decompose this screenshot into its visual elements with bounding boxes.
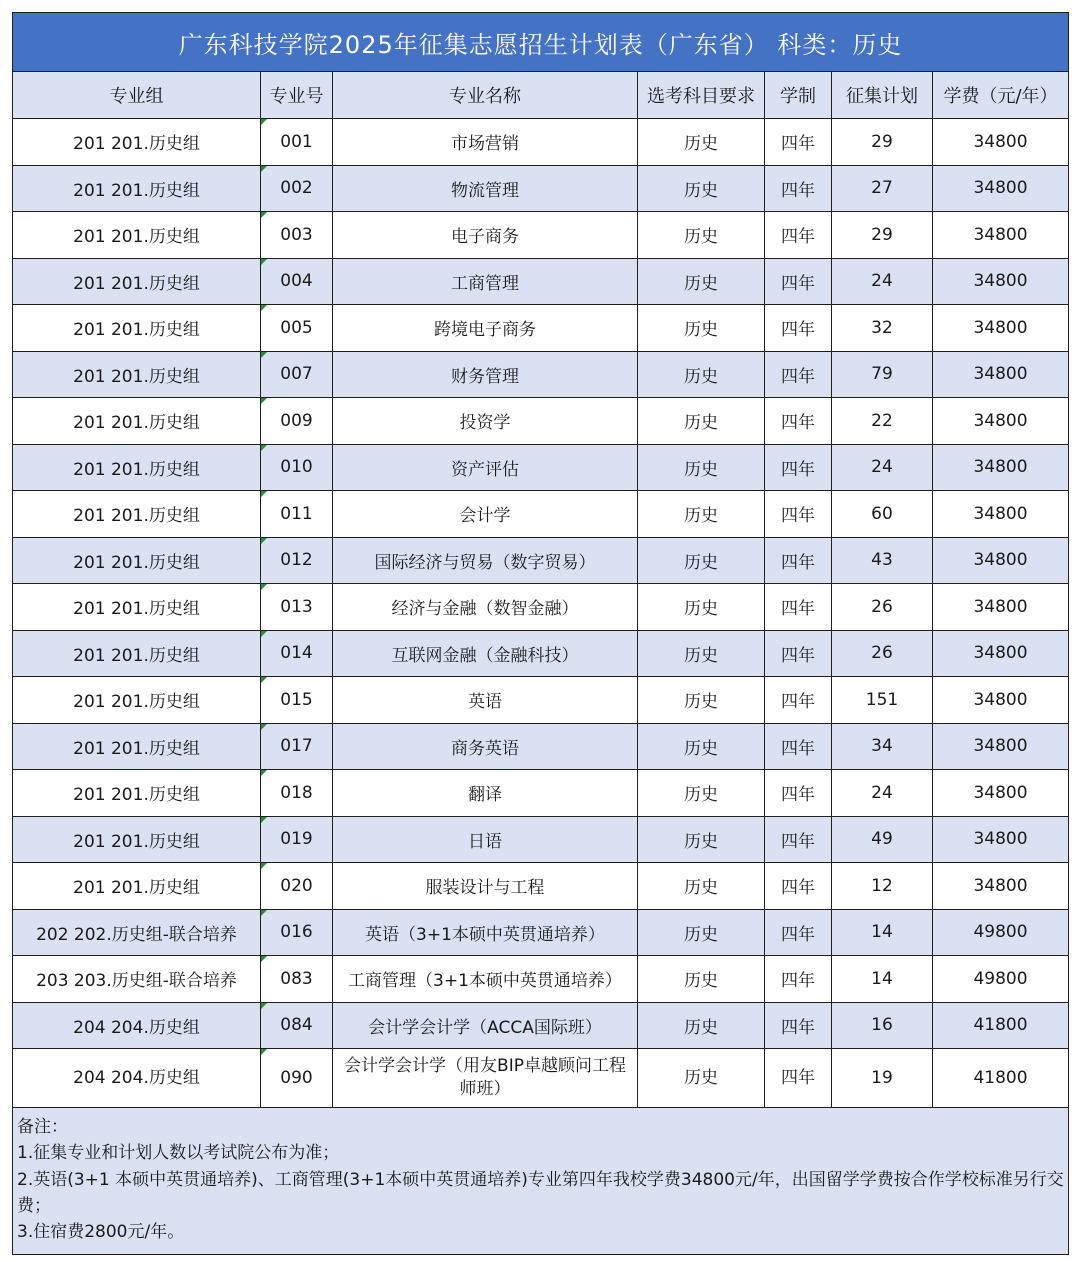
- table-row: [13, 491, 1069, 538]
- cell-major: 日语: [333, 816, 638, 863]
- cell-fee: 34800: [933, 119, 1069, 166]
- cell-group: 202 202.历史组-联合培养: [13, 909, 261, 956]
- cell-code: 013: [261, 584, 333, 631]
- cell-fee: 34800: [933, 491, 1069, 538]
- cell-years: 四年: [765, 723, 832, 770]
- cell-years: 四年: [765, 491, 832, 538]
- table-row: [13, 351, 1069, 398]
- cell-major: 资产评估: [333, 444, 638, 491]
- cell-subject: 历史: [638, 491, 765, 538]
- cell-major: 经济与金融（数智金融）: [333, 584, 638, 631]
- cell-code: 015: [261, 677, 333, 724]
- cell-fee: 34800: [933, 723, 1069, 770]
- cell-subject: 历史: [638, 770, 765, 817]
- cell-code: 004: [261, 258, 333, 305]
- cell-code: 019: [261, 816, 333, 863]
- table-row: [13, 537, 1069, 584]
- cell-plan: 19: [832, 1049, 933, 1108]
- cell-plan: 22: [832, 398, 933, 445]
- cell-group: 203 203.历史组-联合培养: [13, 956, 261, 1003]
- col-header-major: 专业名称: [333, 72, 638, 119]
- table-row: [13, 258, 1069, 305]
- cell-group: 201 201.历史组: [13, 630, 261, 677]
- cell-years: 四年: [765, 584, 832, 631]
- cell-group: 201 201.历史组: [13, 398, 261, 445]
- cell-group: 201 201.历史组: [13, 258, 261, 305]
- cell-fee: 34800: [933, 351, 1069, 398]
- cell-group: 201 201.历史组: [13, 537, 261, 584]
- cell-major: 会计学会计学（用友BIP卓越顾问工程师班）: [333, 1049, 638, 1108]
- cell-group: 201 201.历史组: [13, 305, 261, 352]
- table-row: [13, 909, 1069, 956]
- cell-subject: 历史: [638, 398, 765, 445]
- cell-major: 商务英语: [333, 723, 638, 770]
- cell-major: 财务管理: [333, 351, 638, 398]
- col-header-subject: 选考科目要求: [638, 72, 765, 119]
- cell-fee: 34800: [933, 212, 1069, 259]
- cell-major: 市场营销: [333, 119, 638, 166]
- cell-major: 互联网金融（金融科技）: [333, 630, 638, 677]
- table-row: [13, 305, 1069, 352]
- cell-plan: 79: [832, 351, 933, 398]
- table-row: [13, 398, 1069, 445]
- cell-code: 083: [261, 956, 333, 1003]
- cell-years: 四年: [765, 165, 832, 212]
- cell-subject: 历史: [638, 212, 765, 259]
- cell-fee: 34800: [933, 305, 1069, 352]
- cell-fee: 34800: [933, 398, 1069, 445]
- cell-subject: 历史: [638, 630, 765, 677]
- cell-years: 四年: [765, 212, 832, 259]
- table-row: [13, 816, 1069, 863]
- cell-subject: 历史: [638, 723, 765, 770]
- cell-years: 四年: [765, 537, 832, 584]
- cell-fee: 34800: [933, 770, 1069, 817]
- cell-group: 204 204.历史组: [13, 1002, 261, 1049]
- cell-plan: 24: [832, 770, 933, 817]
- table-row: [13, 677, 1069, 724]
- table-row: [13, 1049, 1069, 1108]
- cell-subject: 历史: [638, 119, 765, 166]
- cell-years: 四年: [765, 1002, 832, 1049]
- cell-plan: 14: [832, 956, 933, 1003]
- cell-plan: 26: [832, 584, 933, 631]
- cell-subject: 历史: [638, 305, 765, 352]
- table-title: 广东科技学院2025年征集志愿招生计划表（广东省） 科类：历史: [13, 13, 1069, 72]
- cell-group: 201 201.历史组: [13, 584, 261, 631]
- cell-years: 四年: [765, 816, 832, 863]
- cell-fee: 49800: [933, 956, 1069, 1003]
- cell-years: 四年: [765, 863, 832, 910]
- cell-major: 英语（3+1本硕中英贯通培养）: [333, 909, 638, 956]
- col-header-years: 学制: [765, 72, 832, 119]
- table-row: [13, 1002, 1069, 1049]
- cell-code: 016: [261, 909, 333, 956]
- cell-code: 002: [261, 165, 333, 212]
- cell-code: 018: [261, 770, 333, 817]
- cell-years: 四年: [765, 956, 832, 1003]
- table-row: [13, 956, 1069, 1003]
- cell-code: 003: [261, 212, 333, 259]
- cell-plan: 29: [832, 119, 933, 166]
- cell-plan: 27: [832, 165, 933, 212]
- cell-major: 工商管理（3+1本硕中英贯通培养）: [333, 956, 638, 1003]
- cell-code: 001: [261, 119, 333, 166]
- cell-code: 017: [261, 723, 333, 770]
- cell-code: 012: [261, 537, 333, 584]
- cell-group: 201 201.历史组: [13, 351, 261, 398]
- cell-years: 四年: [765, 351, 832, 398]
- cell-code: 005: [261, 305, 333, 352]
- cell-fee: 34800: [933, 816, 1069, 863]
- cell-years: 四年: [765, 1049, 832, 1108]
- cell-subject: 历史: [638, 863, 765, 910]
- cell-group: 204 204.历史组: [13, 1049, 261, 1108]
- table-row: [13, 770, 1069, 817]
- cell-group: 201 201.历史组: [13, 491, 261, 538]
- cell-major: 电子商务: [333, 212, 638, 259]
- cell-fee: 34800: [933, 537, 1069, 584]
- cell-major: 国际经济与贸易（数字贸易）: [333, 537, 638, 584]
- cell-plan: 60: [832, 491, 933, 538]
- cell-years: 四年: [765, 909, 832, 956]
- cell-fee: 41800: [933, 1049, 1069, 1108]
- cell-subject: 历史: [638, 1002, 765, 1049]
- cell-subject: 历史: [638, 165, 765, 212]
- col-header-fee: 学费（元/年）: [933, 72, 1069, 119]
- cell-code: 010: [261, 444, 333, 491]
- cell-subject: 历史: [638, 1049, 765, 1108]
- cell-plan: 151: [832, 677, 933, 724]
- enrollment-plan-table: [12, 12, 1069, 1255]
- cell-plan: 34: [832, 723, 933, 770]
- cell-plan: 32: [832, 305, 933, 352]
- cell-major: 会计学: [333, 491, 638, 538]
- cell-fee: 34800: [933, 165, 1069, 212]
- enrollment-plan-sheet: [12, 12, 1068, 1255]
- cell-plan: 24: [832, 258, 933, 305]
- note-item: 3.住宿费2800元/年。: [17, 1222, 185, 1243]
- table-row: [13, 723, 1069, 770]
- cell-subject: 历史: [638, 677, 765, 724]
- cell-plan: 24: [832, 444, 933, 491]
- cell-code: 090: [261, 1049, 333, 1108]
- table-row: [13, 212, 1069, 259]
- cell-plan: 14: [832, 909, 933, 956]
- cell-fee: 34800: [933, 630, 1069, 677]
- note-item: 1.征集专业和计划人数以考试院公布为准；: [17, 1143, 340, 1164]
- cell-subject: 历史: [638, 584, 765, 631]
- cell-group: 201 201.历史组: [13, 165, 261, 212]
- cell-code: 007: [261, 351, 333, 398]
- cell-years: 四年: [765, 770, 832, 817]
- cell-major: 翻译: [333, 770, 638, 817]
- table-row: [13, 119, 1069, 166]
- cell-major: 跨境电子商务: [333, 305, 638, 352]
- cell-subject: 历史: [638, 444, 765, 491]
- cell-fee: 34800: [933, 444, 1069, 491]
- cell-subject: 历史: [638, 537, 765, 584]
- cell-group: 201 201.历史组: [13, 770, 261, 817]
- col-header-group: 专业组: [13, 72, 261, 119]
- cell-major: 服装设计与工程: [333, 863, 638, 910]
- cell-major: 会计学会计学（ACCA国际班）: [333, 1002, 638, 1049]
- table-row: [13, 165, 1069, 212]
- col-header-plan: 征集计划: [832, 72, 933, 119]
- cell-major: 物流管理: [333, 165, 638, 212]
- cell-group: 201 201.历史组: [13, 119, 261, 166]
- cell-years: 四年: [765, 398, 832, 445]
- cell-major: 英语: [333, 677, 638, 724]
- cell-major: 工商管理: [333, 258, 638, 305]
- cell-subject: 历史: [638, 909, 765, 956]
- cell-group: 201 201.历史组: [13, 816, 261, 863]
- cell-fee: 34800: [933, 677, 1069, 724]
- notes-section: [13, 1108, 1069, 1255]
- cell-years: 四年: [765, 444, 832, 491]
- cell-code: 009: [261, 398, 333, 445]
- cell-code: 011: [261, 491, 333, 538]
- cell-years: 四年: [765, 630, 832, 677]
- notes-heading: 备注：: [17, 1117, 68, 1137]
- cell-years: 四年: [765, 677, 832, 724]
- cell-fee: 34800: [933, 863, 1069, 910]
- cell-plan: 16: [832, 1002, 933, 1049]
- col-header-code: 专业号: [261, 72, 333, 119]
- cell-group: 201 201.历史组: [13, 863, 261, 910]
- table-row: [13, 584, 1069, 631]
- cell-plan: 49: [832, 816, 933, 863]
- cell-fee: 34800: [933, 584, 1069, 631]
- cell-fee: 41800: [933, 1002, 1069, 1049]
- cell-years: 四年: [765, 119, 832, 166]
- cell-plan: 26: [832, 630, 933, 677]
- cell-years: 四年: [765, 305, 832, 352]
- cell-group: 201 201.历史组: [13, 723, 261, 770]
- table-body: [13, 119, 1069, 1108]
- cell-plan: 12: [832, 863, 933, 910]
- cell-subject: 历史: [638, 956, 765, 1003]
- cell-major: 投资学: [333, 398, 638, 445]
- cell-subject: 历史: [638, 351, 765, 398]
- table-row: [13, 630, 1069, 677]
- cell-plan: 29: [832, 212, 933, 259]
- cell-code: 084: [261, 1002, 333, 1049]
- cell-code: 020: [261, 863, 333, 910]
- cell-group: 201 201.历史组: [13, 677, 261, 724]
- note-item: 2.英语(3+1 本硕中英贯通培养)、工商管理(3+1本硕中英贯通培养)专业第四年我校学费34800元/年，出国留学学费按合作学校标准另行交费；: [17, 1169, 1064, 1217]
- cell-subject: 历史: [638, 816, 765, 863]
- cell-fee: 49800: [933, 909, 1069, 956]
- cell-group: 201 201.历史组: [13, 444, 261, 491]
- cell-plan: 43: [832, 537, 933, 584]
- cell-years: 四年: [765, 258, 832, 305]
- cell-group: 201 201.历史组: [13, 212, 261, 259]
- table-row: [13, 863, 1069, 910]
- cell-fee: 34800: [933, 258, 1069, 305]
- cell-subject: 历史: [638, 258, 765, 305]
- table-row: [13, 444, 1069, 491]
- cell-code: 014: [261, 630, 333, 677]
